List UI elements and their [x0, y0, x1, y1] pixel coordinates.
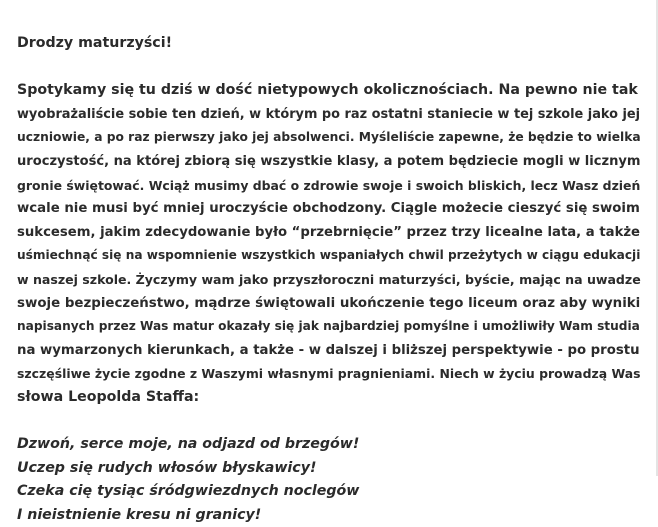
body-line: gronie świętować. Wciąż musimy dbać o zdrowie swoje i swoich bliskich, lecz Wasz dzień: [17, 177, 641, 193]
body-line: napisanych przez Was matur okazały się jak najbardziej pomyślne i umożliwiły Wam studia: [17, 319, 640, 334]
body-line: szczęśliwe życie zgodne z Waszymi własnymi pragnieniami. Niech w życiu prowadzą Was: [17, 366, 641, 382]
body-line: słowa Leopolda Staffa:: [17, 388, 200, 405]
greeting: Drodzy maturzyści!: [17, 35, 173, 51]
letter-body: [17, 79, 640, 409]
body-line: na wymarzonych kierunkach, a także - w dalszej i bliższej perspektywie - po prostu: [17, 342, 640, 358]
body-line: uroczystość, na której zbiorą się wszystkie klasy, a potem będziecie mogli w licznym: [17, 153, 641, 169]
body-line: uśmiechnąć się na wspomnienie wszystkich wspaniałych chwil przeżytych w ciągu edukacji: [17, 248, 641, 263]
body-line: w naszej szkole. Życzymy wam jako przyszłoroczni maturzyści, byście, mając na uwadze: [17, 271, 641, 287]
poem-line: Uczep się rudych włosów błyskawicy!: [17, 459, 317, 476]
body-line: wyobrażaliście sobie ten dzień, w którym po raz ostatni staniecie w tej szkole jako jej: [17, 106, 641, 122]
poem-line: Czeka cię tysiąc śródgwiezdnych noclegów: [17, 483, 360, 500]
poem-line: Dzwoń, serce moje, na odjazd od brzegów!: [17, 436, 360, 453]
body-line: Spotykamy się tu dziś w dość nietypowych okolicznościach. Na pewno nie tak: [17, 82, 638, 99]
poem-quote: [17, 433, 640, 527]
body-line: uczniowie, a po raz pierwszy jako jej absolwenci. Myśleliście zapewne, że będzie to wielka: [17, 130, 641, 145]
body-line: wcale nie musi być mniej uroczyście obchodzony. Ciągle możecie cieszyć się swoim: [17, 201, 640, 217]
body-line: sukcesem, jakim zdecydowanie było “przebrnięcie” przez trzy licealne lata, a także: [17, 224, 641, 240]
body-line: swoje bezpieczeństwo, mądrze świętowali ukończenie tego liceum oraz aby wyniki: [17, 295, 641, 311]
poem-line: I nieistnienie kresu ni granicy!: [17, 506, 262, 523]
